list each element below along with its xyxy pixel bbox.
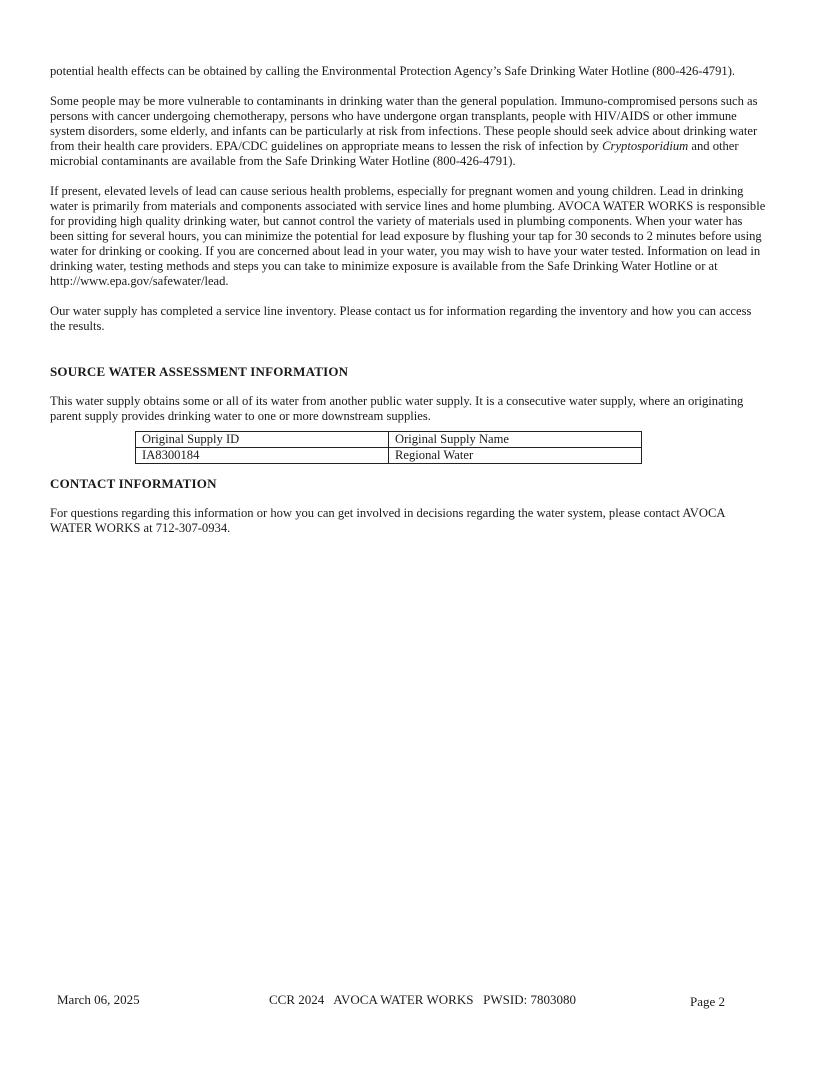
supply-id-cell: IA8300184 [136,448,389,464]
paragraph-vulnerable-populations [50,94,766,169]
cryptosporidium-italic: Cryptosporidium [602,139,689,153]
supply-table-header-row [136,432,642,448]
document-page [50,64,766,551]
supply-name-cell: Regional Water [389,448,642,464]
paragraph-service-line-inventory: Our water supply has completed a service line inventory. Please contact us for information regarding the inventory and how you can access the results. [50,304,752,333]
footer-page-number: Page 2 [690,994,726,1009]
source-water-heading: SOURCE WATER ASSESSMENT INFORMATION [50,364,349,379]
paragraph-vulnerable-text-start: Some people may be more vulnerable to contaminants in drinking water than the general population. Immuno-compromised persons such as persons with cancer undergoing chemotherapy, persons who have undergone organ transplants, people with HIV/AIDS or other immune system disorders, some elderly, and infants can be particularly at risk from infections. These people should seek advice about drinking water from their health care providers. EPA/CDC guidelines on appropriate means to lessen the risk of infection by [50,94,758,153]
paragraph-vulnerable-text-end: and other microbial contaminants are available from the Safe Drinking Water Hotline (800-426-4791). [50,139,739,168]
supply-table-header-id: Original Supply ID [136,432,389,448]
footer-title: CCR 2024 AVOCA WATER WORKS PWSID: 7803080 [269,992,576,1007]
contact-heading: CONTACT INFORMATION [50,476,217,491]
footer-date: March 06, 2025 [57,992,140,1007]
contact-text: For questions regarding this information or how you can get involved in decisions regarding the water system, please contact AVOCA WATER WORKS at 712-307-0934. [50,506,725,535]
supply-table-header-name: Original Supply Name [389,432,642,448]
table-row [136,448,642,464]
source-water-text: This water supply obtains some or all of its water from another public water supply. It is a consecutive water supply, where an originating parent supply provides drinking water to one or more downstream supplies. [50,394,744,423]
paragraph-lead: If present, elevated levels of lead can cause serious health problems, especially for pregnant women and young children. Lead in drinking water is primarily from materials and components associated with service lines and home plumbing. AVOCA WATER WORKS is responsible for providing high quality drinking water, but cannot control the variety of materials used in plumbing components. When your water has been sitting for several hours, you can minimize the potential for lead exposure by flushing your tap for 30 seconds to 2 minutes before using water for drinking or cooking. If you are concerned about lead in your water, you may wish to have your water tested. Information on lead in drinking water, testing methods and steps you can take to minimize exposure is available from the Safe Drinking Water Hotline or at http://www.epa.gov/safewater/lead. [50,184,766,288]
paragraph-health-effects: potential health effects can be obtained by calling the Environmental Protection Agency’s Safe Drinking Water Hotline (800-426-4791). [50,64,736,78]
supply-table [135,431,642,464]
